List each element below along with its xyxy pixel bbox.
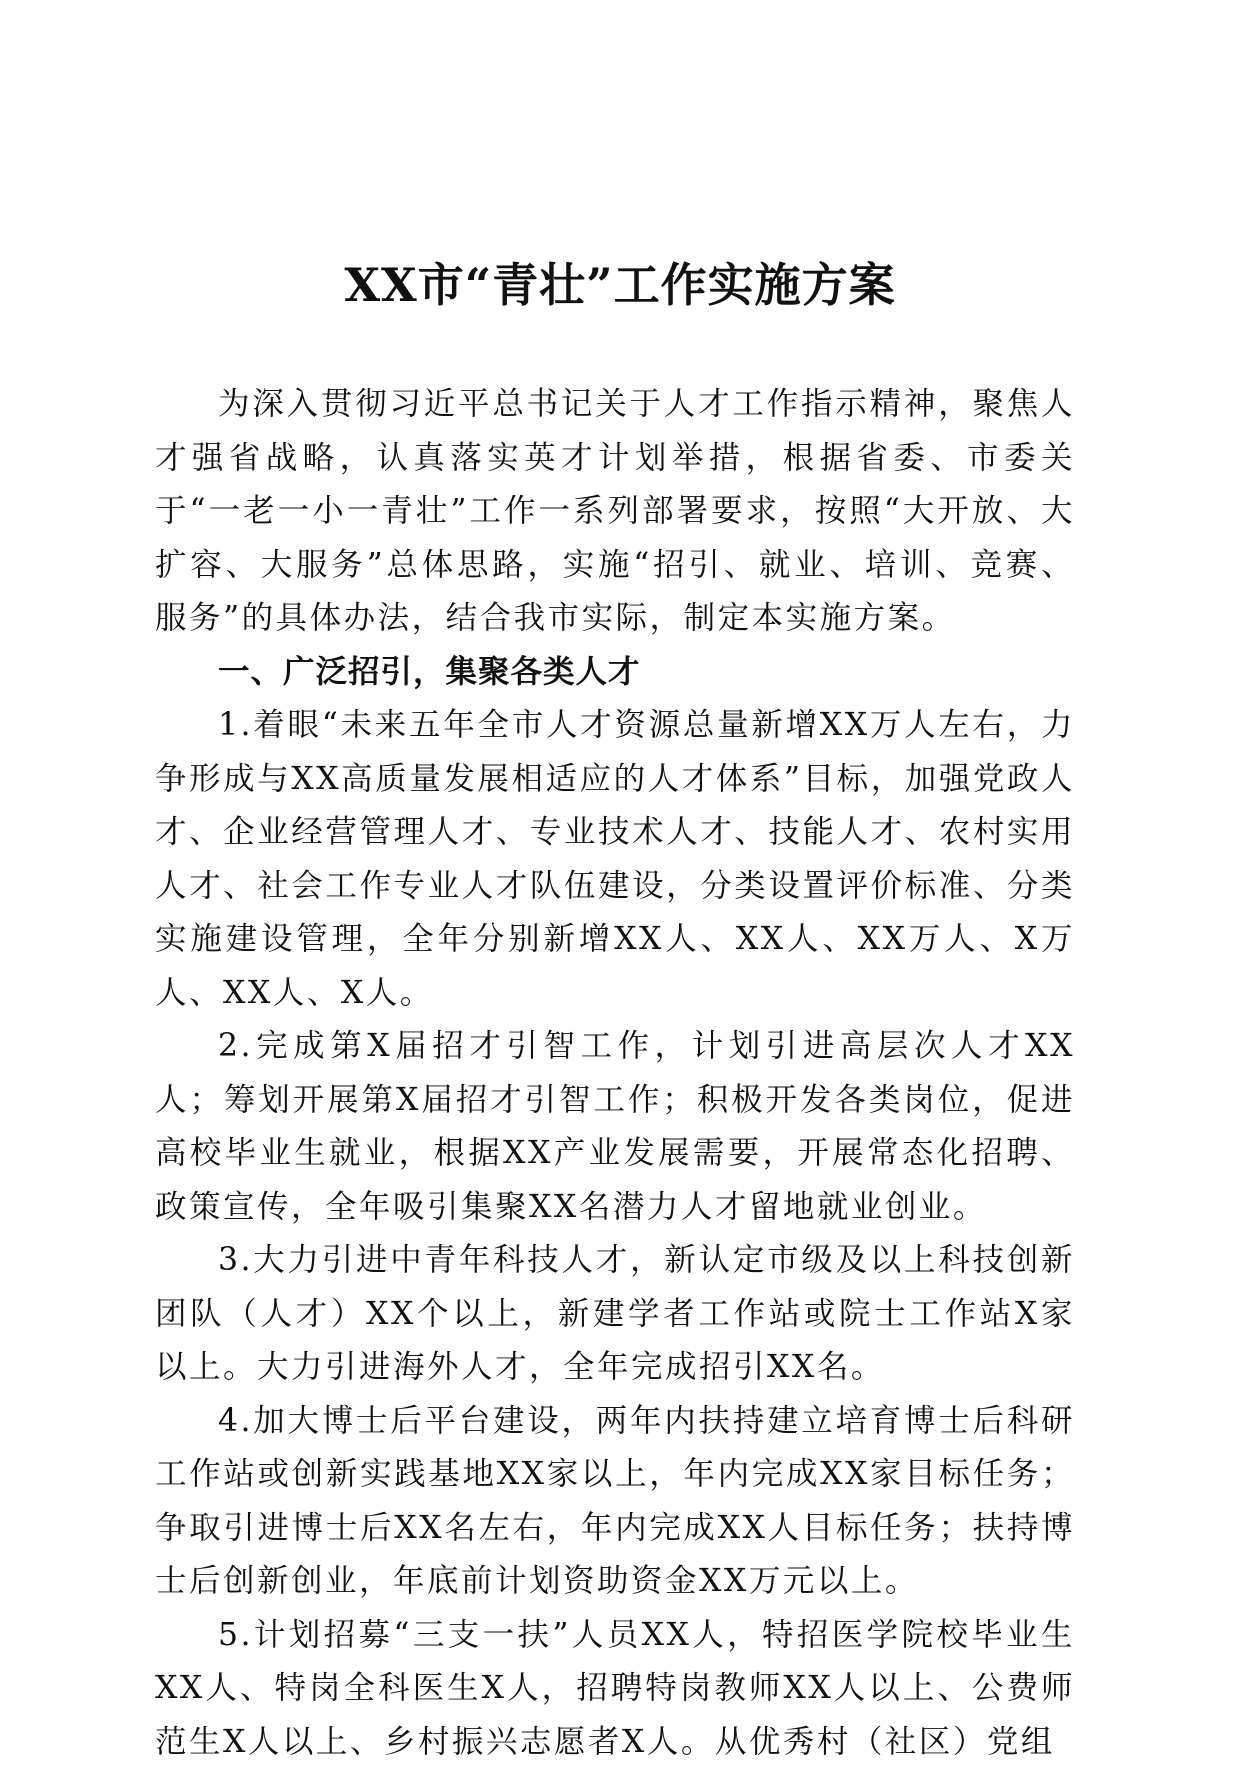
document-title: XX市“青壮”工作实施方案	[0, 255, 1240, 315]
intro-paragraph: 为深入贯彻习近平总书记关于人才工作指示精神，聚焦人才强省战略，认真落实英才计划举措，根据省委、市委关于“一老一小一青壮”工作一系列部署要求，按照“大开放、大扩容、大服务”总体思路，实施“招引、就业、培训、竞赛、服务”的具体办法，结合我市实际，制定本实施方案。	[155, 378, 1075, 646]
list-item-1: 1.着眼“未来五年全市人才资源总量新增XX万人左右，力争形成与XX高质量发展相适应的人才体系”目标，加强党政人才、企业经营管理人才、专业技术人才、技能人才、农村实用人才、社会工作专业人才队伍建设，分类设置评价标准、分类实施建设管理，全年分别新增XX人、XX人、XX万人、X万人、XX人、X人。	[155, 699, 1075, 1020]
document-body	[155, 378, 1075, 1769]
section-heading-1: 一、广泛招引，集聚各类人才	[155, 646, 1075, 700]
list-item-5: 5.计划招募“三支一扶”人员XX人，特招医学院校毕业生XX人、特岗全科医生X人，招聘特岗教师XX人以上、公费师范生X人以上、乡村振兴志愿者X人。从优秀村（社区）党组	[155, 1609, 1075, 1769]
list-item-4: 4.加大博士后平台建设，两年内扶持建立培育博士后科研工作站或创新实践基地XX家以上，年内完成XX家目标任务；争取引进博士后XX名左右，年内完成XX人目标任务；扶持博士后创新创业，年底前计划资助资金XX万元以上。	[155, 1395, 1075, 1609]
list-item-2: 2.完成第X届招才引智工作，计划引进高层次人才XX人；筹划开展第X届招才引智工作；积极开发各类岗位，促进高校毕业生就业，根据XX产业发展需要，开展常态化招聘、政策宣传，全年吸引集聚XX名潜力人才留地就业创业。	[155, 1020, 1075, 1234]
list-item-3: 3.大力引进中青年科技人才，新认定市级及以上科技创新团队（人才）XX个以上，新建学者工作站或院士工作站X家以上。大力引进海外人才，全年完成招引XX名。	[155, 1234, 1075, 1395]
